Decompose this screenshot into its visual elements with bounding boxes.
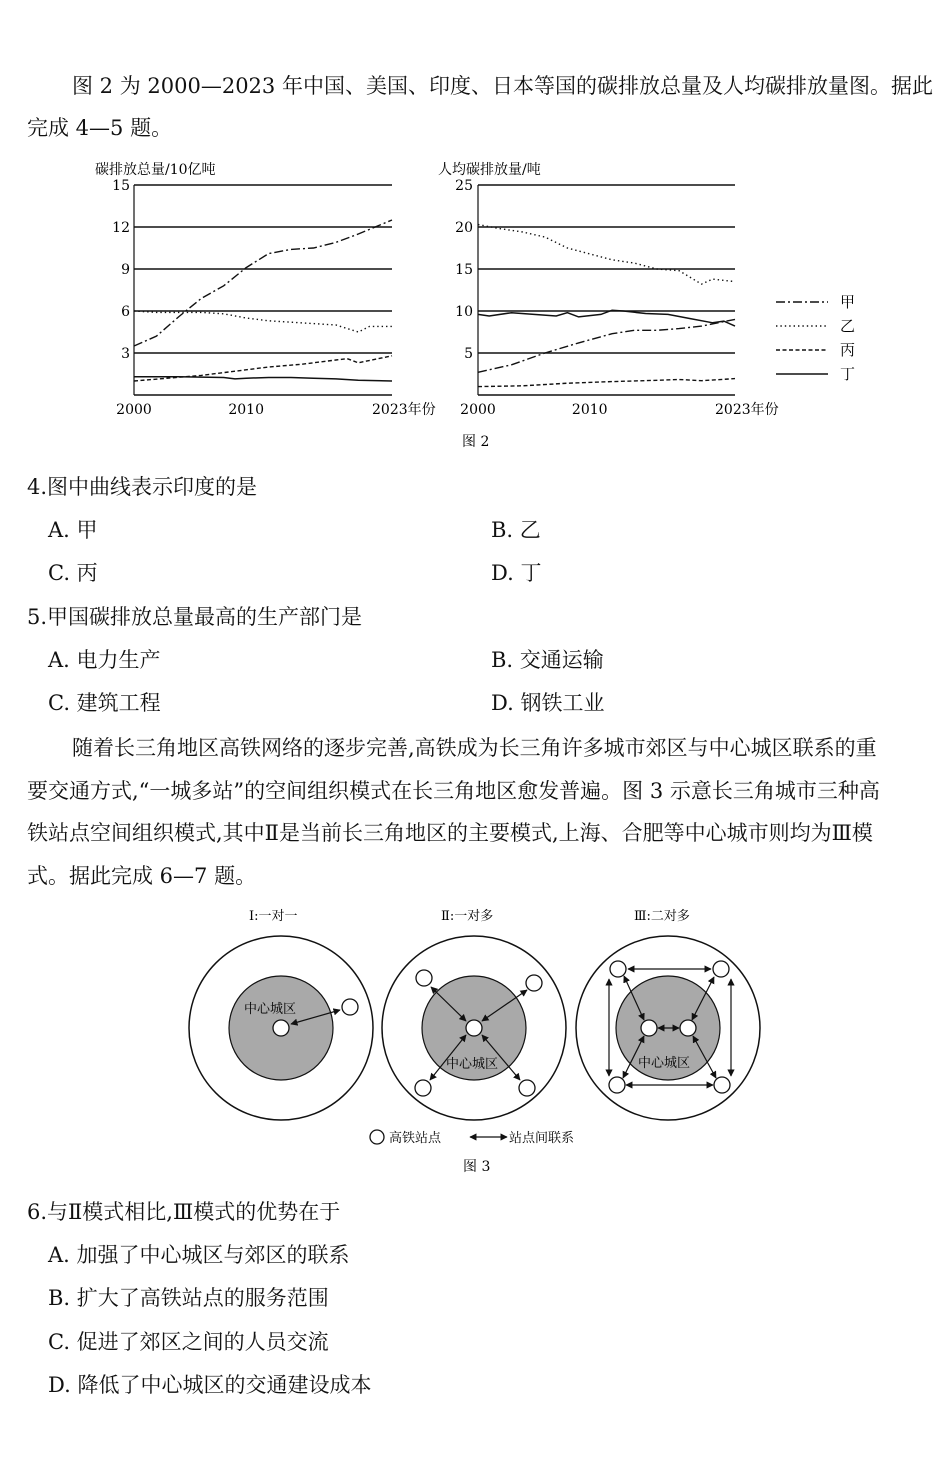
rail-station [641, 1020, 657, 1036]
intro-text-line: 图 2 为 2000—2023 年中国、美国、印度、日本等国的碳排放总量及人均碳排放量图。据此 [72, 74, 933, 98]
legend-link-label: 站点间联系 [509, 1131, 575, 1146]
x-tick-label: 2000 [116, 402, 152, 418]
rail-station [342, 999, 358, 1015]
figure-caption: 图 2 [462, 434, 490, 450]
x-tick-label: 2023年份 [715, 402, 779, 418]
rail-station [273, 1020, 289, 1036]
y-tick-label: 6 [121, 304, 130, 320]
center-district-label: 中心城区 [638, 1056, 691, 1071]
rail-station [526, 975, 542, 991]
legend-label: 丙 [840, 341, 856, 359]
intro-text-line: 要交通方式,“一城多站”的空间组织模式在长三角地区愈发普遍。图 3 示意长三角城市三种高 [27, 779, 880, 803]
rail-station [680, 1020, 696, 1036]
figure-2-charts [0, 155, 950, 455]
y-tick-label: 3 [121, 346, 130, 362]
intro-text-line: 完成 4—5 题。 [27, 116, 173, 140]
option-b[interactable]: B. 扩大了高铁站点的服务范围 [48, 1286, 329, 1310]
option-d[interactable]: D. 降低了中心城区的交通建设成本 [48, 1373, 372, 1397]
figure-3-diagram [0, 900, 950, 1180]
mode-3-title: Ⅲ:二对多 [634, 909, 690, 924]
mode-2-title: Ⅱ:一对多 [441, 909, 494, 924]
rail-station [609, 1077, 625, 1093]
y-tick-label: 12 [112, 220, 130, 236]
legend-label: 丁 [840, 365, 856, 383]
option-c[interactable]: C. 建筑工程 [48, 691, 161, 715]
legend-station-label: 高铁站点 [389, 1131, 442, 1146]
intro-text-line: 式。据此完成 6—7 题。 [27, 864, 257, 888]
intro-text-line: 铁站点空间组织模式,其中Ⅱ是当前长三角地区的主要模式,上海、合肥等中心城市则均为Ⅲ模 [27, 821, 873, 845]
y-tick-label: 9 [121, 262, 130, 278]
figure-caption: 图 3 [463, 1159, 491, 1175]
y-axis-label: 人均碳排放量/吨 [438, 162, 541, 178]
option-b[interactable]: B. 乙 [491, 518, 541, 542]
chart-legend [776, 293, 855, 383]
y-tick-label: 5 [464, 346, 473, 362]
option-a[interactable]: A. 甲 [48, 518, 98, 542]
option-c[interactable]: C. 丙 [48, 561, 98, 585]
question-4-stem: 4.图中曲线表示印度的是 [27, 475, 258, 499]
y-axis-label: 碳排放总量/10亿吨 [95, 162, 216, 178]
series-line-丙 [478, 379, 735, 387]
mode-1-title: Ⅰ:一对一 [249, 909, 298, 924]
legend-label: 乙 [840, 317, 856, 335]
y-tick-label: 10 [455, 304, 473, 320]
option-a[interactable]: A. 电力生产 [48, 648, 161, 672]
center-district-label: 中心城区 [446, 1057, 499, 1072]
rail-station [415, 1080, 431, 1096]
rail-station [466, 1020, 482, 1036]
legend-label: 甲 [840, 293, 856, 311]
y-tick-label: 15 [112, 178, 130, 194]
series-line-乙 [478, 225, 735, 285]
series-line-丁 [134, 377, 392, 381]
series-line-丁 [478, 310, 735, 326]
legend-station-symbol [370, 1130, 384, 1144]
y-tick-label: 20 [455, 220, 473, 236]
rail-station [610, 961, 626, 977]
rail-station [519, 1080, 535, 1096]
option-d[interactable]: D. 钢铁工业 [491, 691, 605, 715]
x-tick-label: 2010 [228, 402, 264, 418]
per-capita-emission-chart [438, 161, 779, 418]
option-d[interactable]: D. 丁 [491, 561, 542, 585]
question-6-stem: 6.与Ⅱ模式相比,Ⅲ模式的优势在于 [27, 1200, 341, 1224]
y-tick-label: 15 [455, 262, 473, 278]
question-5-stem: 5.甲国碳排放总量最高的生产部门是 [27, 605, 363, 629]
series-line-甲 [134, 220, 392, 346]
intro-text-line: 随着长三角地区高铁网络的逐步完善,高铁成为长三角许多城市郊区与中心城区联系的重 [72, 736, 877, 760]
rail-station [713, 961, 729, 977]
rail-station [714, 1077, 730, 1093]
rail-station [416, 970, 432, 986]
option-c[interactable]: C. 促进了郊区之间的人员交流 [48, 1330, 329, 1354]
total-emission-chart [95, 161, 436, 418]
option-a[interactable]: A. 加强了中心城区与郊区的联系 [48, 1243, 350, 1267]
x-tick-label: 2010 [571, 402, 608, 418]
center-district-label: 中心城区 [244, 1002, 297, 1017]
y-tick-label: 25 [455, 178, 473, 194]
x-tick-label: 2023年份 [372, 402, 436, 418]
series-line-甲 [478, 319, 735, 372]
x-tick-label: 2000 [460, 402, 496, 418]
option-b[interactable]: B. 交通运输 [491, 648, 604, 672]
